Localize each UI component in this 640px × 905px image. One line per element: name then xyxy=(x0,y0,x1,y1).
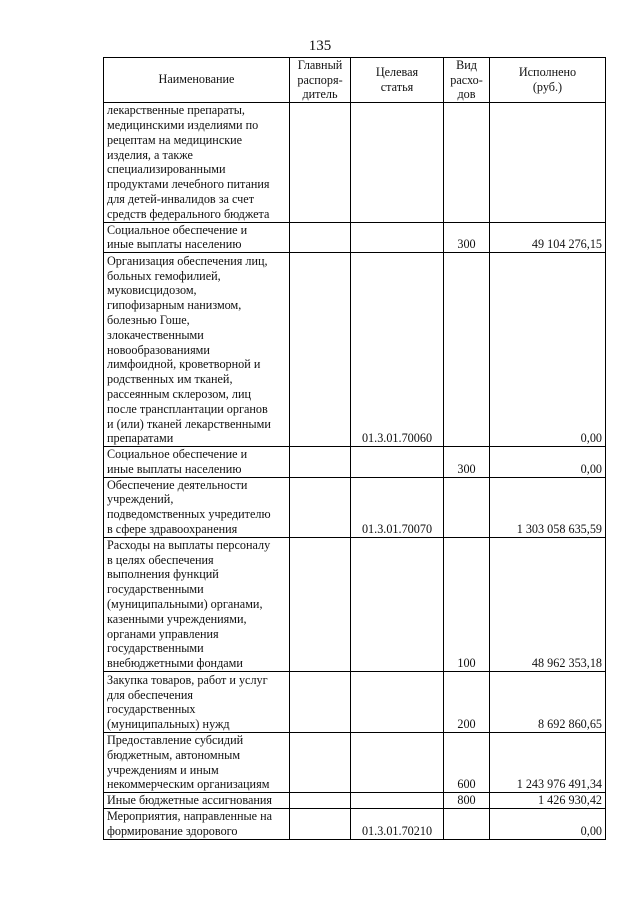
row-admin xyxy=(290,793,351,809)
row-amount: 0,00 xyxy=(490,253,606,447)
header-target-article: Целевая статья xyxy=(351,58,444,103)
row-target-article xyxy=(351,672,444,733)
row-name: Закупка товаров, работ и услуг для обеспечения государственных (муниципальных) нужд xyxy=(104,672,290,733)
row-target-article xyxy=(351,537,444,671)
row-name: Иные бюджетные ассигнования xyxy=(104,793,290,809)
row-expense-type xyxy=(444,253,490,447)
row-name: Мероприятия, направленные на формирование здорового xyxy=(104,809,290,840)
row-target-article xyxy=(351,102,444,222)
row-target-article: 01.3.01.70210 xyxy=(351,809,444,840)
table-row xyxy=(104,102,606,222)
row-expense-type: 100 xyxy=(444,537,490,671)
row-target-article xyxy=(351,222,444,253)
row-name: Расходы на выплаты персоналу в целях обеспечения выполнения функций государственными (муниципальными) органами, казенными учреждениями, органами управления государственными внебюджетными фондами xyxy=(104,537,290,671)
row-name: Социальное обеспечение и иные выплаты населению xyxy=(104,447,290,478)
row-amount: 1 303 058 635,59 xyxy=(490,477,606,537)
row-admin xyxy=(290,447,351,478)
table-row xyxy=(104,733,606,793)
table-row xyxy=(104,447,606,478)
row-admin xyxy=(290,809,351,840)
header-chief-administrator: Главный распоря- дитель xyxy=(290,58,351,103)
row-amount: 0,00 xyxy=(490,447,606,478)
row-target-article: 01.3.01.70070 xyxy=(351,477,444,537)
table-row xyxy=(104,793,606,809)
row-amount: 48 962 353,18 xyxy=(490,537,606,671)
row-admin xyxy=(290,733,351,793)
row-name: Предоставление субсидий бюджетным, автономным учреждениям и иным некоммерческим организациям xyxy=(104,733,290,793)
page-number: 135 xyxy=(308,38,332,54)
row-expense-type xyxy=(444,477,490,537)
row-target-article xyxy=(351,793,444,809)
row-admin xyxy=(290,222,351,253)
row-expense-type: 300 xyxy=(444,447,490,478)
table-row xyxy=(104,537,606,671)
row-name: Организация обеспечения лиц, больных гемофилией, муковисцидозом, гипофизарным нанизмом, болезнью Гоше, злокачественными новообразованиями лимфоидной, кроветворной и родственных им тканей, рассеянным склерозом, лиц после трансплантации органов и (или) тканей лекарственными препаратами xyxy=(104,253,290,447)
row-expense-type: 600 xyxy=(444,733,490,793)
row-amount: 49 104 276,15 xyxy=(490,222,606,253)
header-expense-type: Вид расхо- дов xyxy=(444,58,490,103)
row-admin xyxy=(290,477,351,537)
row-name: лекарственные препараты, медицинскими изделиями по рецептам на медицинские изделия, а также специализированными продуктами лечебного питания для детей-инвалидов за счет средств федерального бюджета xyxy=(104,102,290,222)
table-row xyxy=(104,222,606,253)
table-row xyxy=(104,477,606,537)
row-expense-type: 300 xyxy=(444,222,490,253)
table-row xyxy=(104,253,606,447)
row-target-article: 01.3.01.70060 xyxy=(351,253,444,447)
table-header-row xyxy=(104,58,606,103)
row-target-article xyxy=(351,733,444,793)
row-expense-type: 200 xyxy=(444,672,490,733)
row-name: Обеспечение деятельности учреждений, подведомственных учредителю в сфере здравоохранения xyxy=(104,477,290,537)
row-expense-type xyxy=(444,102,490,222)
row-name: Социальное обеспечение и иные выплаты населению xyxy=(104,222,290,253)
table-row xyxy=(104,809,606,840)
header-name: Наименование xyxy=(104,58,290,103)
row-expense-type: 800 xyxy=(444,793,490,809)
row-amount: 1 243 976 491,34 xyxy=(490,733,606,793)
row-amount: 1 426 930,42 xyxy=(490,793,606,809)
row-expense-type xyxy=(444,809,490,840)
row-admin xyxy=(290,537,351,671)
row-amount xyxy=(490,102,606,222)
table-row xyxy=(104,672,606,733)
row-admin xyxy=(290,672,351,733)
header-executed-amount: Исполнено (руб.) xyxy=(490,58,606,103)
budget-execution-table xyxy=(103,57,606,840)
row-amount: 0,00 xyxy=(490,809,606,840)
row-amount: 8 692 860,65 xyxy=(490,672,606,733)
row-admin xyxy=(290,253,351,447)
row-target-article xyxy=(351,447,444,478)
row-admin xyxy=(290,102,351,222)
